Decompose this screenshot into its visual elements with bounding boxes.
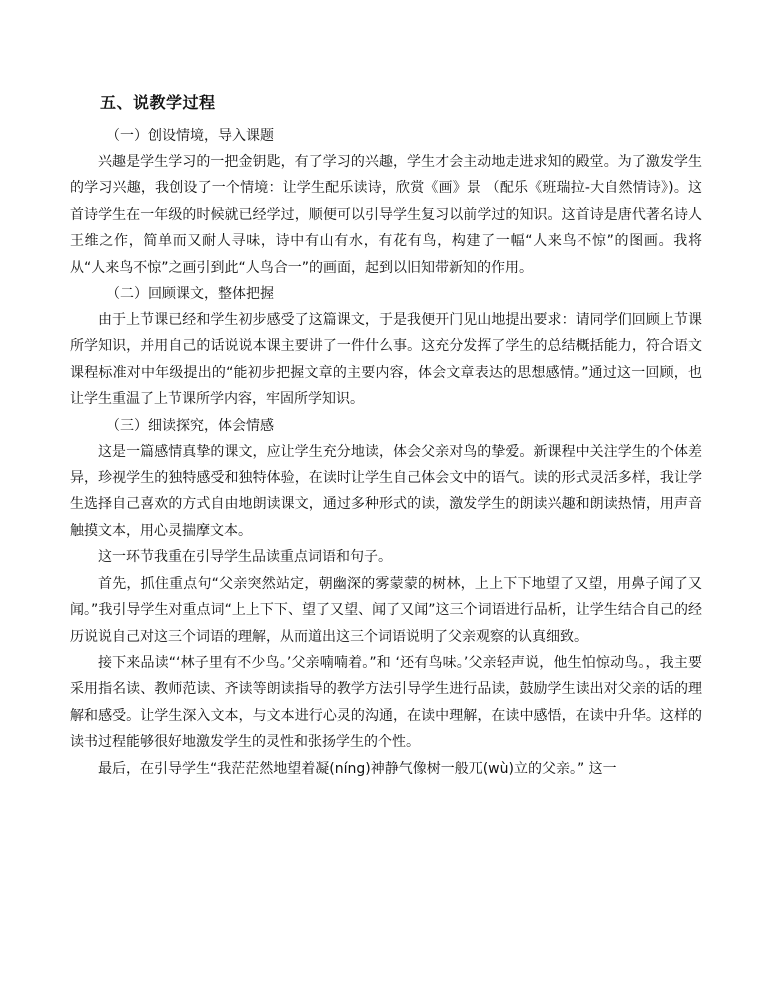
part-3-heading: （三）细读探究，体会情感 bbox=[106, 417, 274, 434]
part-3-paragraph-3: 首先，抓住重点句“父亲突然站定，朝幽深的雾蒙蒙的树林，上上下下地望了又望，用鼻子闻了又闻。”我引导学生对重点词“上上下下、望了又望、闻了又闻”这三个词语进行品析，让学生结合自己的经历说说自己对这三个词语的理解，从而道出这三个词语说明了父亲观察的认真细致。 bbox=[70, 575, 702, 645]
part-3-paragraph-4: 接下来品读“‘林子里有不少鸟。’父亲喃喃着。”和 ‘还有鸟味。’父亲轻声说，他生怕惊动鸟。，我主要采用指名读、教师范读、齐读等朗读指导的教学方法引导学生进行品读，鼓励学生读出对父亲的话的理解和感受。让学生深入文本，与文本进行心灵的沟通，在读中理解，在读中感悟，在读中升华。这样的读书过程能够很好地激发学生的灵性和张扬学生的个性。 bbox=[70, 654, 702, 751]
part-3-paragraph-5: 最后，在引导学生“我茫茫然地望着凝(níng)神静气像树一般兀(wù)立的父亲。” 这一 bbox=[98, 760, 617, 777]
part-1-paragraph-1: 兴趣是学生学习的一把金钥匙，有了学习的兴趣，学生才会主动地走进求知的殿堂。为了激发学生的学习兴趣，我创设了一个情境：让学生配乐读诗，欣赏《画》景 （配乐《班瑞拉-大自然情诗》)。这首诗学生在一年级的时候就已经学过，顺便可以引导学生复习以前学过的知识。这首诗是唐代著名诗人王维之作，简单而又耐人寻味，诗中有山有水，有花有鸟，构建了一幅“人来鸟不惊”的图画。我将从“人来鸟不惊”之画引到此“人鸟合一”的画面，起到以旧知带新知的作用。 bbox=[70, 154, 702, 276]
part-2-heading: （二）回顾课文，整体把握 bbox=[106, 286, 274, 303]
document-page bbox=[70, 92, 702, 782]
part-2 bbox=[70, 281, 702, 413]
section-title: 五、说教学过程 bbox=[100, 93, 216, 112]
part-1 bbox=[70, 123, 702, 281]
part-2-paragraph-1: 由于上节课已经和学生初步感受了这篇课文，于是我便开门见山地提出要求：请同学们回顾上节课所学知识，并用自己的话说说本课主要讲了一件什么事。这充分发挥了学生的总结概括能力，符合语文课程标准对中年级提出的“能初步把握文章的主要内容，体会文章表达的思想感情。”通过这一回顾，也让学生重温了上节课所学内容，牢固所学知识。 bbox=[70, 312, 702, 408]
part-3 bbox=[70, 413, 702, 782]
part-3-paragraph-2: 这一环节我重在引导学生品读重点词语和句子。 bbox=[98, 549, 392, 566]
part-3-paragraph-1: 这是一篇感情真挚的课文，应让学生充分地读，体会父亲对鸟的挚爱。新课程中关注学生的个体差异，珍视学生的独特感受和独特体验，在读时让学生自己体会文中的语气。读的形式灵活多样，我让学生选择自己喜欢的方式自由地朗读课文，通过多种形式的读，激发学生的朗读兴趣和朗读热情，用声音触摸文本，用心灵揣摩文本。 bbox=[70, 443, 702, 539]
part-1-heading: （一）创设情境，导入课题 bbox=[106, 128, 274, 144]
